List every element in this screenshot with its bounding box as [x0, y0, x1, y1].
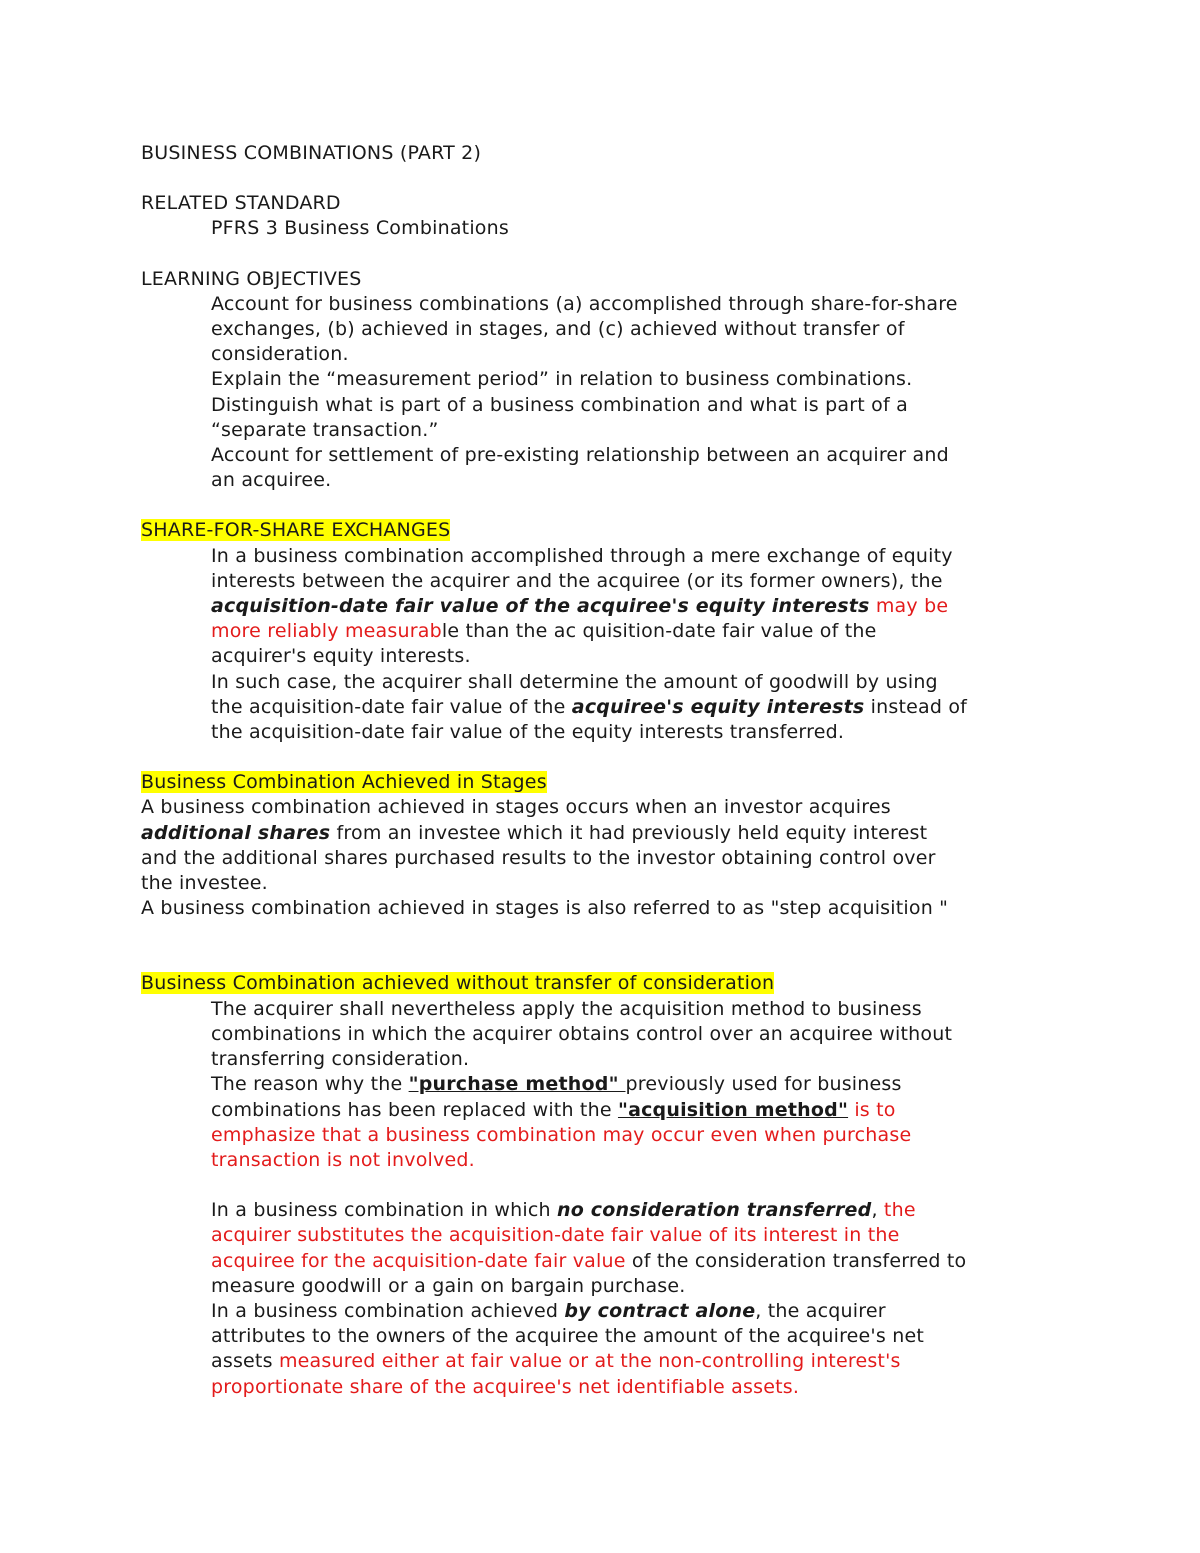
related-standard-item: PFRS 3 Business Combinations	[211, 217, 509, 240]
objective-item: Distinguish what is part of a business combination and what is part of a “separate transaction.”	[211, 393, 908, 441]
no-consideration-item: The acquirer shall nevertheless apply the acquisition method to business combinations in which the acquirer obtains control over an acquiree without transferring consideration.	[211, 997, 953, 1071]
related-standard-heading: RELATED STANDARD	[141, 192, 341, 215]
share-exchange-item: In such case, the acquirer shall determine the amount of goodwill by using the acquisition-date fair value of the acquiree's equity interests instead of the acquisition-date fair value of the equity interests transferred.	[211, 670, 968, 744]
objective-item: Account for settlement of pre-existing relationship between an acquirer and an acquiree.	[211, 444, 949, 492]
no-consideration-item: The reason why the "purchase method" previously used for business combinations has been replaced with the "acquisition method" is to emphasize that a business combination may occur even when purchase transaction is not involved.	[211, 1073, 912, 1171]
stages-paragraph: A business combination achieved in stages occurs when an investor acquires additional shares from an investee which it had previously held equity interest and the additional shares purchased results to the investor obtaining control over the investee. A business combination achieved in stages is also referred to as "step acquisition "	[141, 796, 949, 920]
no-consideration-item: In a business combination achieved by contract alone, the acquirer attributes to the owners of the acquiree the amount of the acquiree's net assets measured either at fair value or at the non-controlling interest's proportionate share of the acquiree's net identifiable assets.	[211, 1299, 924, 1398]
learning-objectives-heading: LEARNING OBJECTIVES	[141, 267, 362, 290]
objective-item: Explain the “measurement period” in relation to business combinations.	[211, 368, 913, 391]
share-exchange-item: In a business combination accomplished through a mere exchange of equity interests between the acquirer and the acquiree (or its former owners), the acquisition-date fair value of the acquiree's equity interests may be more reliably measurable than the ac quisition-date fair value of the acquirer's equity interests.	[211, 544, 953, 668]
stages-heading: Business Combination Achieved in Stages	[141, 771, 547, 794]
share-exchange-heading: SHARE-FOR-SHARE EXCHANGES	[141, 519, 451, 542]
no-consideration-item: In a business combination in which no consideration transferred, the acquirer substitutes the acquisition-date fair value of its interest in the acquiree for the acquisition-date fair value of the consideration transferred to measure goodwill or a gain on bargain purchase.	[211, 1199, 967, 1297]
document-title: BUSINESS COMBINATIONS (PART 2)	[141, 142, 482, 164]
objective-item: Account for business combinations (a) accomplished through share-for-share exchanges, (b) achieved in stages, and (c) achieved without transfer of consideration.	[211, 292, 958, 366]
document-page	[141, 141, 1061, 1400]
no-consideration-heading: Business Combination achieved without transfer of consideration	[141, 972, 775, 995]
